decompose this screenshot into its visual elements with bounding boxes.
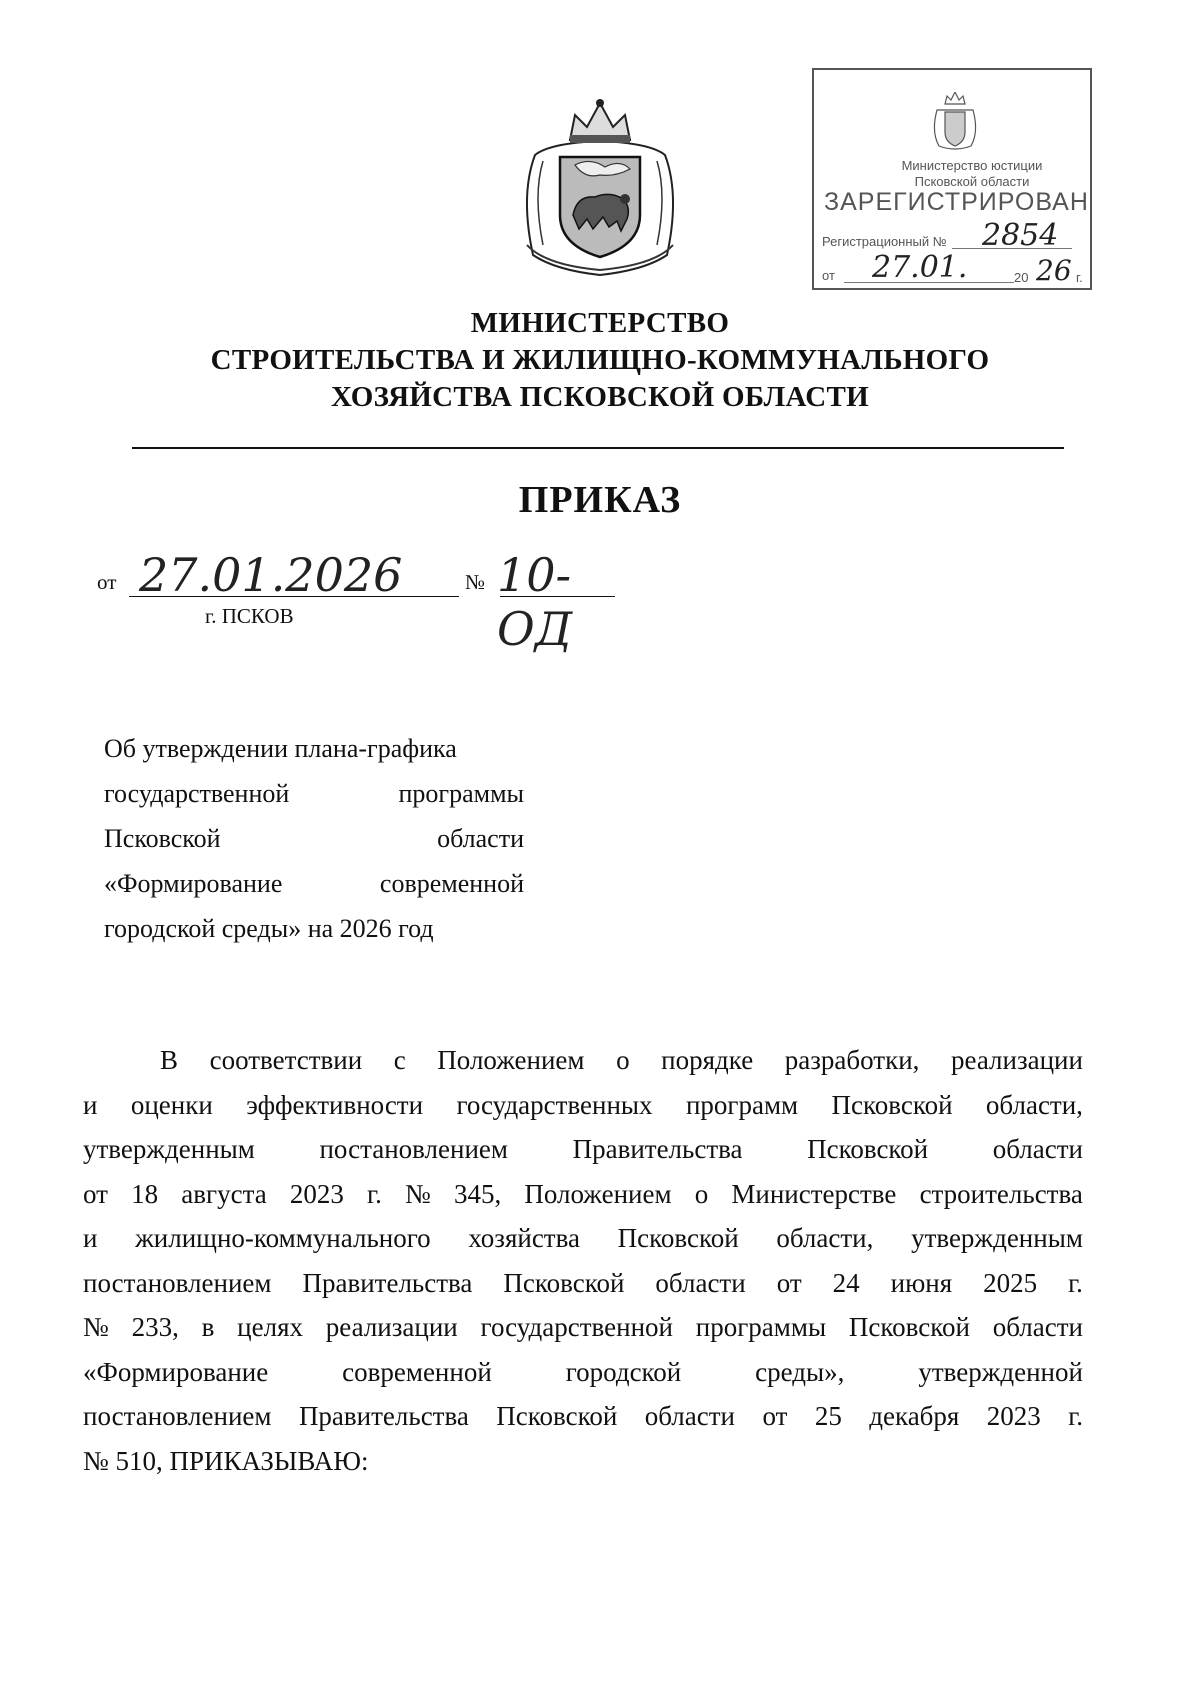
body-word: утвержденным	[911, 1223, 1083, 1253]
body-word: В	[160, 1045, 179, 1075]
body-word: от	[776, 1267, 802, 1298]
body-word: г.	[1068, 1401, 1083, 1431]
body-word: №	[83, 1312, 109, 1342]
stamp-date-prefix: от	[822, 268, 835, 283]
order-subject	[104, 726, 524, 951]
body-word: эффективности	[246, 1089, 424, 1120]
stamp-ministry-line2: Псковской области	[914, 174, 1030, 189]
body-word: от	[762, 1401, 788, 1431]
body-line	[83, 1350, 1083, 1395]
subject-word: современной	[379, 869, 524, 898]
subject-word: Об утверждении плана-графика	[104, 734, 457, 763]
registration-stamp	[812, 68, 1092, 290]
body-word: 2023	[289, 1178, 344, 1209]
stamp-emblem-icon	[929, 92, 981, 152]
body-word: постановлением	[83, 1267, 272, 1298]
order-date-prefix: от	[97, 570, 117, 594]
body-word: Правительства	[298, 1401, 469, 1431]
body-word: № 510, ПРИКАЗЫВАЮ:	[83, 1445, 369, 1476]
order-date-handwritten: 27.01.2026	[139, 548, 403, 602]
stamp-year-prefix: 20	[1014, 270, 1029, 285]
body-word: Псковской	[831, 1089, 953, 1120]
body-word: Министерстве	[731, 1178, 897, 1209]
body-word: области	[644, 1401, 735, 1431]
body-word: 18	[131, 1178, 159, 1209]
body-word: Псковской	[617, 1223, 739, 1253]
body-word: 233,	[131, 1312, 179, 1342]
order-number-handwritten: 10-ОД	[497, 548, 573, 656]
body-word: городской	[565, 1356, 682, 1387]
body-word: области	[655, 1267, 746, 1298]
body-word: с	[393, 1045, 406, 1075]
body-word: Правительства	[302, 1267, 473, 1298]
body-word: г.	[367, 1178, 382, 1209]
body-word: №	[405, 1178, 431, 1209]
stamp-reg-number: 2854	[982, 218, 1059, 253]
body-word: утвержденной	[918, 1356, 1083, 1387]
body-word: области,	[776, 1223, 874, 1253]
subject-line	[104, 726, 524, 771]
stamp-date-value: 27.01.	[872, 250, 968, 285]
body-line	[83, 1394, 1083, 1439]
body-word: Положением	[524, 1178, 672, 1209]
body-word: целях	[237, 1312, 303, 1342]
stamp-reg-label: Регистрационный №	[822, 234, 947, 249]
body-word: августа	[181, 1178, 267, 1209]
body-word: программ	[685, 1089, 799, 1120]
body-word: 345,	[453, 1178, 502, 1209]
subject-line	[104, 861, 524, 906]
stamp-year-suffix: г.	[1076, 270, 1083, 285]
ministry-title-line1: МИНИСТЕРСТВО	[470, 307, 730, 339]
body-word: постановлением	[83, 1401, 272, 1431]
order-body-paragraph	[83, 1038, 1083, 1483]
body-word: и	[83, 1089, 98, 1120]
body-word: о	[694, 1178, 709, 1209]
body-word: области	[992, 1134, 1083, 1164]
body-line	[83, 1305, 1083, 1350]
body-word: хозяйства	[468, 1223, 580, 1253]
body-word: области,	[985, 1089, 1083, 1120]
body-word: программы	[695, 1312, 827, 1342]
body-line	[83, 1439, 1083, 1484]
order-number-label: №	[465, 570, 486, 594]
body-line	[83, 1216, 1083, 1261]
stamp-ministry	[814, 158, 1090, 190]
body-word: реализации	[951, 1045, 1083, 1075]
body-word: реализации	[325, 1312, 458, 1342]
body-word: июня	[890, 1267, 953, 1298]
stamp-ministry-line1: Министерство юстиции	[901, 158, 1043, 173]
body-line	[83, 1261, 1083, 1306]
document-type-title: ПРИКАЗ	[518, 479, 682, 521]
body-word: порядке	[661, 1045, 754, 1075]
subject-line	[104, 906, 524, 951]
subject-line	[104, 771, 524, 816]
body-word: государственной	[480, 1312, 673, 1342]
stamp-status: ЗАРЕГИСТРИРОВАН	[824, 188, 1089, 216]
body-line	[83, 1038, 1083, 1083]
body-word: «Формирование	[83, 1356, 269, 1387]
stamp-year-value: 26	[1036, 254, 1072, 287]
body-word: области	[992, 1312, 1083, 1342]
body-word: от	[83, 1178, 108, 1209]
body-word: жилищно-коммунального	[135, 1223, 431, 1253]
body-word: г.	[1068, 1267, 1083, 1298]
ministry-title-line3: ХОЗЯЙСТВА ПСКОВСКОЙ ОБЛАСТИ	[330, 381, 870, 413]
body-word: 2025	[983, 1267, 1038, 1298]
subject-word: Псковской	[104, 824, 221, 853]
body-word: соответствии	[209, 1045, 363, 1075]
body-word: современной	[342, 1356, 492, 1387]
subject-word: городской среды» на 2026 год	[104, 914, 434, 943]
subject-word: области	[437, 824, 524, 853]
order-city: г. ПСКОВ	[205, 604, 294, 628]
ministry-title	[150, 305, 1050, 416]
body-word: Псковской	[807, 1134, 929, 1164]
subject-word: государственной	[104, 779, 290, 808]
header-divider	[132, 447, 1064, 449]
body-line	[83, 1172, 1083, 1217]
body-word: 25	[814, 1401, 842, 1431]
body-word: оценки	[130, 1089, 213, 1120]
subject-word: программы	[398, 779, 524, 808]
body-line	[83, 1127, 1083, 1172]
body-word: разработки,	[784, 1045, 920, 1075]
body-word: утвержденным	[83, 1134, 255, 1164]
body-word: 24	[832, 1267, 860, 1298]
body-word: постановлением	[319, 1134, 508, 1164]
subject-line	[104, 816, 524, 861]
subject-word: «Формирование	[104, 869, 283, 898]
body-word: Правительства	[572, 1134, 743, 1164]
body-word: 2023	[986, 1401, 1041, 1431]
coat-of-arms-icon	[515, 95, 685, 280]
body-word: строительства	[919, 1178, 1083, 1209]
body-word: Псковской	[496, 1401, 618, 1431]
body-word: государственных	[456, 1089, 653, 1120]
body-line	[83, 1083, 1083, 1128]
body-word: Положением	[437, 1045, 585, 1075]
body-word: Псковской	[848, 1312, 970, 1342]
body-word: среды»,	[755, 1356, 845, 1387]
body-word: в	[201, 1312, 215, 1342]
body-word: декабря	[869, 1401, 960, 1431]
ministry-title-line2: СТРОИТЕЛЬСТВА И ЖИЛИЩНО-КОММУНАЛЬНОГО	[210, 344, 990, 376]
body-word: Псковской	[503, 1267, 625, 1298]
body-word: и	[83, 1223, 98, 1253]
body-word: о	[616, 1045, 630, 1075]
